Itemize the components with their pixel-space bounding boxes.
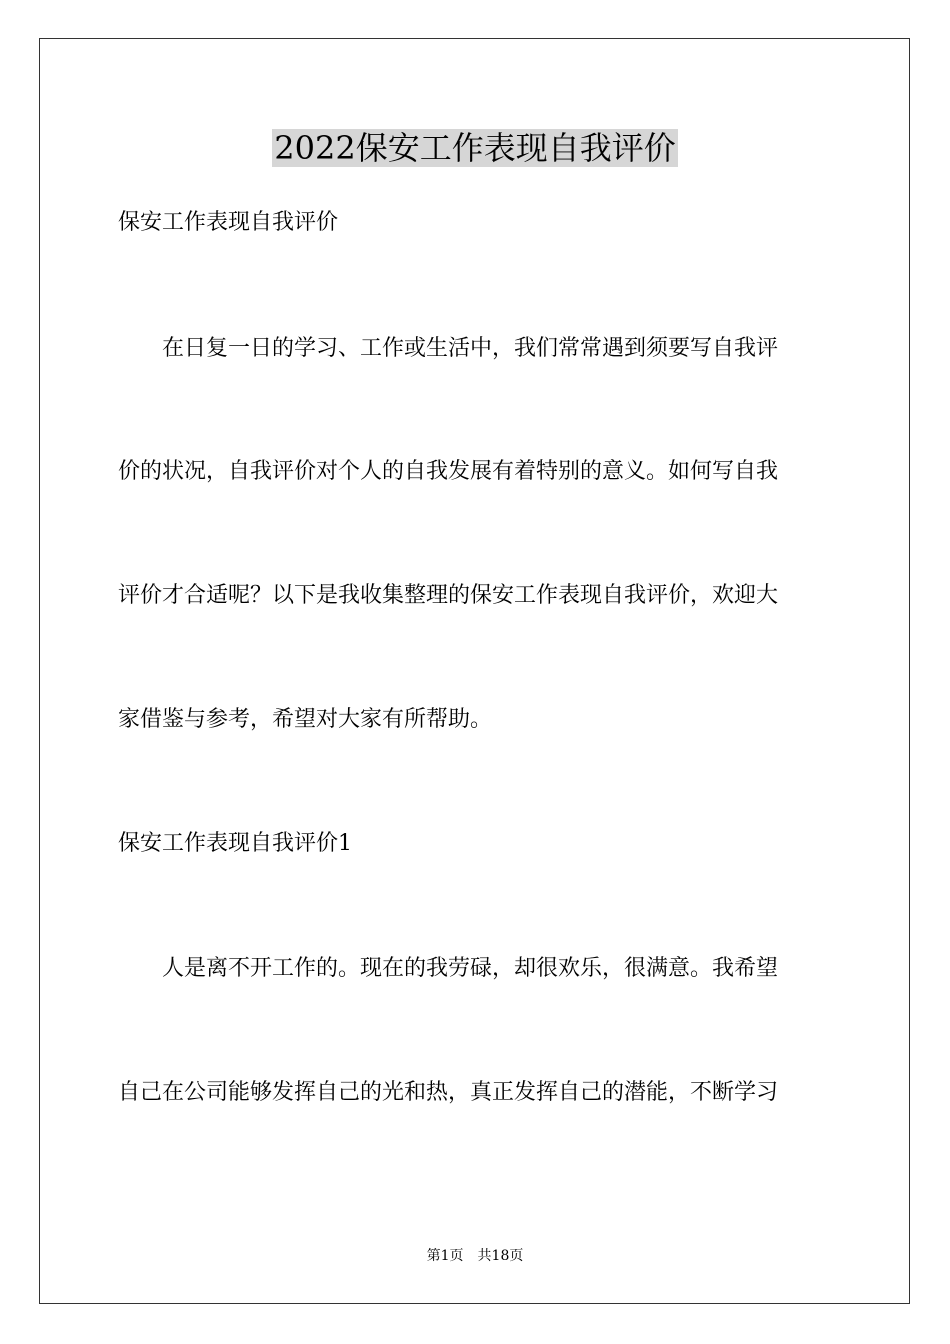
section-heading: 保安工作表现自我评价1 [118, 831, 352, 856]
document-title-text: 2022保安工作表现自我评价 [274, 129, 676, 167]
paragraph-line: 在日复一日的学习、工作或生活中，我们常常遇到须要写自我评 [118, 336, 779, 361]
paragraph-line: 家借鉴与参考，希望对大家有所帮助。 [118, 707, 493, 732]
paragraph-line: 人是离不开工作的。现在的我劳碌，却很欢乐，很满意。我希望 [118, 956, 779, 981]
page-number: 第1页 [426, 1248, 464, 1264]
paragraph-line: 自己在公司能够发挥自己的光和热，真正发挥自己的潜能，不断学习 [118, 1080, 779, 1105]
document-title [0, 128, 950, 168]
section-heading: 保安工作表现自我评价 [118, 210, 339, 235]
page-total: 共18页 [477, 1248, 524, 1264]
page-footer [0, 1246, 950, 1266]
paragraph-line: 评价才合适呢？以下是我收集整理的保安工作表现自我评价，欢迎大 [118, 583, 779, 608]
paragraph-line: 价的状况，自我评价对个人的自我发展有着特别的意义。如何写自我 [118, 459, 779, 484]
